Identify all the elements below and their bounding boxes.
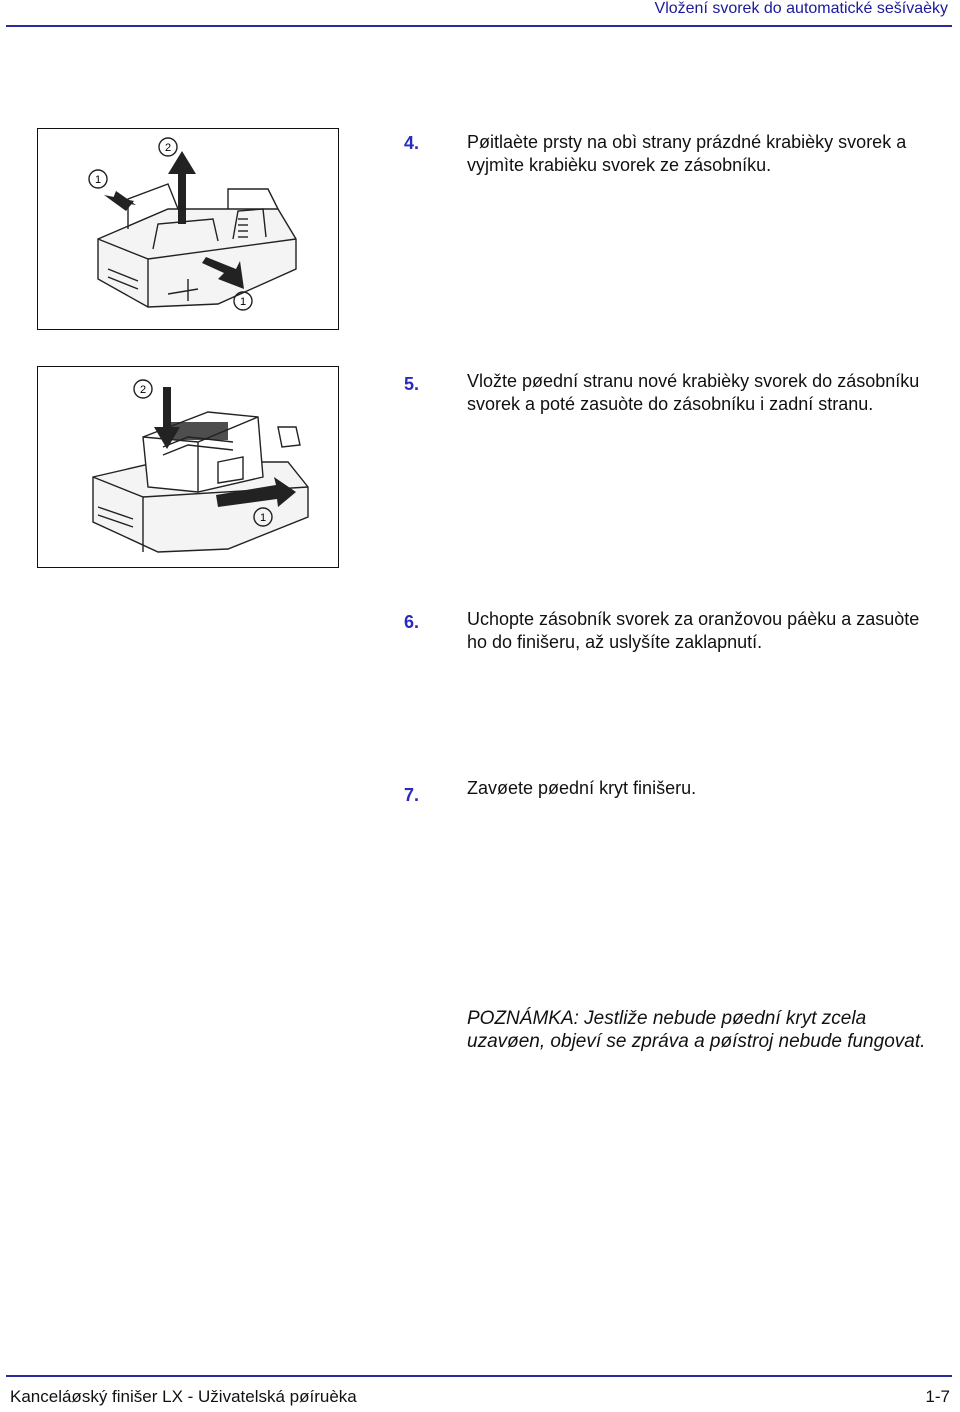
page-header-title: Vložení svorek do automatické sešívaèky	[654, 0, 948, 17]
figure-insert-cartridge	[37, 366, 339, 568]
footer-rule	[6, 1375, 952, 1377]
header-rule	[6, 25, 952, 27]
step-6-number: 6.	[404, 612, 420, 632]
figure-remove-cartridge	[37, 128, 339, 330]
callout-2: 2	[164, 142, 172, 154]
staple-cartridge-insertion-illustration-icon	[38, 367, 338, 567]
callout-1-bottom: 1	[239, 296, 247, 308]
step-7-text: Zavøete pøední kryt finišeru.	[467, 778, 697, 798]
step-5-number: 5.	[404, 374, 420, 394]
step-4-number: 4.	[404, 133, 420, 153]
step-4-text: Pøitlaète prsty na obì strany prázdné krabièky svorek a vyjmìte krabièku svorek ze zásobníku.	[467, 132, 907, 175]
step-7-number: 7.	[404, 785, 420, 805]
note-text: POZNÁMKA: Jestliže nebude pøední kryt zcela uzavøen, objeví se zpráva a pøístroj nebude fungovat.	[467, 1008, 926, 1052]
callout-1-top: 1	[94, 174, 102, 186]
step-5-text: Vložte pøední stranu nové krabièky svorek do zásobníku svorek a poté zasuòte do zásobníku i zadní stranu.	[467, 371, 920, 414]
step-6-text: Uchopte zásobník svorek za oranžovou páèku a zasuòte ho do finišeru, až uslyšíte zaklapnutí.	[467, 609, 920, 652]
callout-1: 1	[259, 512, 267, 524]
footer-manual-title: Kanceláøský finišer LX - Uživatelská pøíruèka	[10, 1387, 357, 1406]
callout-2: 2	[139, 384, 147, 396]
staple-cartridge-removal-illustration-icon	[38, 129, 338, 329]
footer-page-number: 1-7	[925, 1387, 950, 1406]
